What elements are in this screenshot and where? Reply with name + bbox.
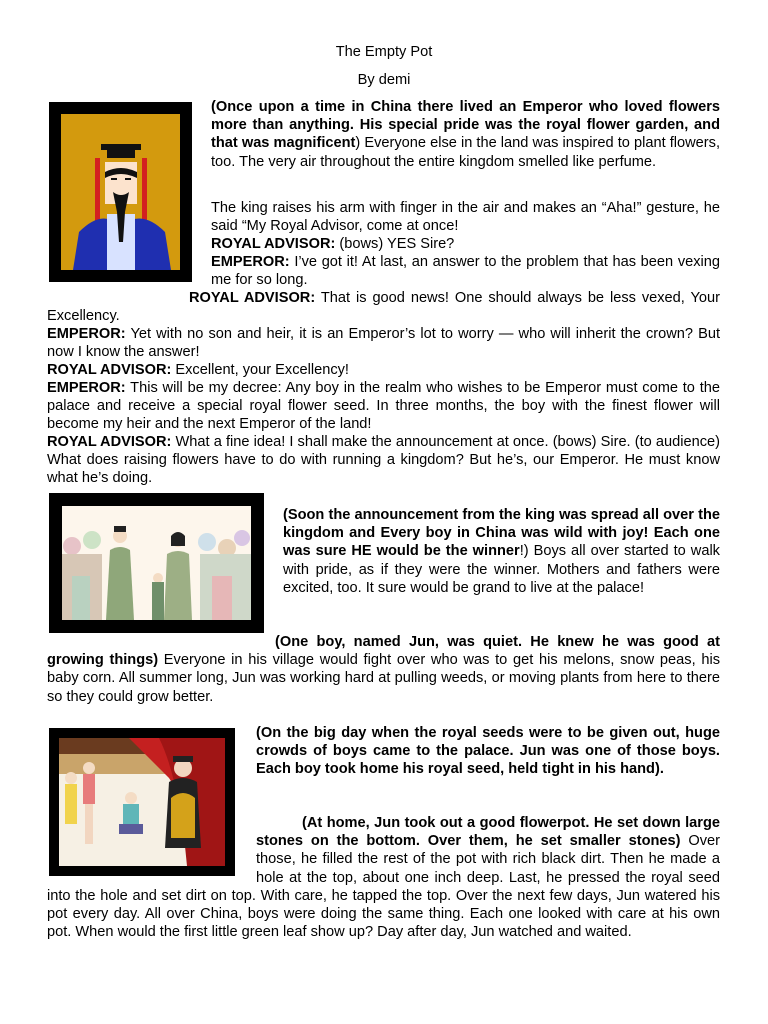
advisor-line-3: ROYAL ADVISOR: Excellent, your Excellency!	[47, 362, 349, 378]
emperor-line-2: EMPEROR: Yet with no son and heir, it is an Emperor’s lot to worry — who will inherit the crown? But now I know the answer!	[47, 326, 720, 361]
advisor-line-4: ROYAL ADVISOR: What a fine idea! I shall make the announcement at once. (bows) Sire. (to audience) What does raising flowers have to do with running a kingdom? But he’s, our Emperor. He must know what he’s doing.	[47, 434, 720, 487]
gesture-paragraph: The king raises his arm with finger in the air and makes an “Aha!” gesture, he said “My Royal Advisor, come at once!	[211, 200, 720, 235]
emperor-illustration	[49, 102, 192, 282]
advisor-line-1: ROYAL ADVISOR: (bows) YES Sire?	[211, 236, 455, 252]
crowd-illustration	[49, 493, 264, 633]
advisor-line-2: ROYAL ADVISOR: That is good news! One should always be less vexed, Your Excellency.	[47, 290, 720, 325]
document-author: By demi	[357, 72, 411, 88]
intro-paragraph: (Once upon a time in China there lived an Emperor who loved flowers more than anything. His special pride was the royal flower garden, and that was magnificent) Everyone else in the land was inspired to plant flowers, too. The very air throughout the entire kingdom smelled like perfume.	[211, 99, 720, 170]
big-day-paragraph: (On the big day when the royal seeds were to be given out, huge crowds of boys came to the palace. Jun was one of those boys. Each boy took home his royal seed, held tight in his hand).	[256, 725, 720, 778]
document-title: The Empty Pot	[335, 44, 433, 60]
at-home-paragraph-part1: (At home, Jun took out a good flowerpot. He set down large stones on the bottom. Over them, he set smaller stones) Over those, he filled the rest of the pot with rich black dirt. Then he made a hole at the top, about one inch deep. Last, he pressed the royal seed into the hole and set dirt on top. With care, he tapped the top. Over the next few days, Jun watered his pot every day. All over China, boys were doing the same thing. Each one looked with care at his own pot. When would the first little green leaf show up? Day after day, Jun watched and waited.	[47, 815, 721, 941]
emperor-decree: EMPEROR: This will be my decree: Any boy in the realm who wishes to be Emperor must come to the palace and receive a special royal flower seed. In three months, the boy with the finest flower will become my heir and the next Emperor of the land!	[47, 380, 720, 433]
emperor-line-1: EMPEROR: I’ve got it! At last, an answer to the problem that has been vexing me for so long.	[211, 254, 720, 289]
jun-paragraph: (One boy, named Jun, was quiet. He knew he was good at growing things) Everyone in his village would fight over who was to get his melons, snow peas, his baby corn. All summer long, Jun was working hard at pulling weeds, or moving plants from here to there so they could grow better.	[47, 634, 720, 705]
image-wrap-spacer	[47, 814, 256, 886]
announcement-paragraph: (Soon the announcement from the king was spread all over the kingdom and Every boy in China was wild with joy! Each one was sure HE would be the winner!) Boys all over started to walk with pride, as if they were the winner. Mothers and fathers were excited, too. It sure would be grand to live at the palace!	[283, 507, 720, 596]
